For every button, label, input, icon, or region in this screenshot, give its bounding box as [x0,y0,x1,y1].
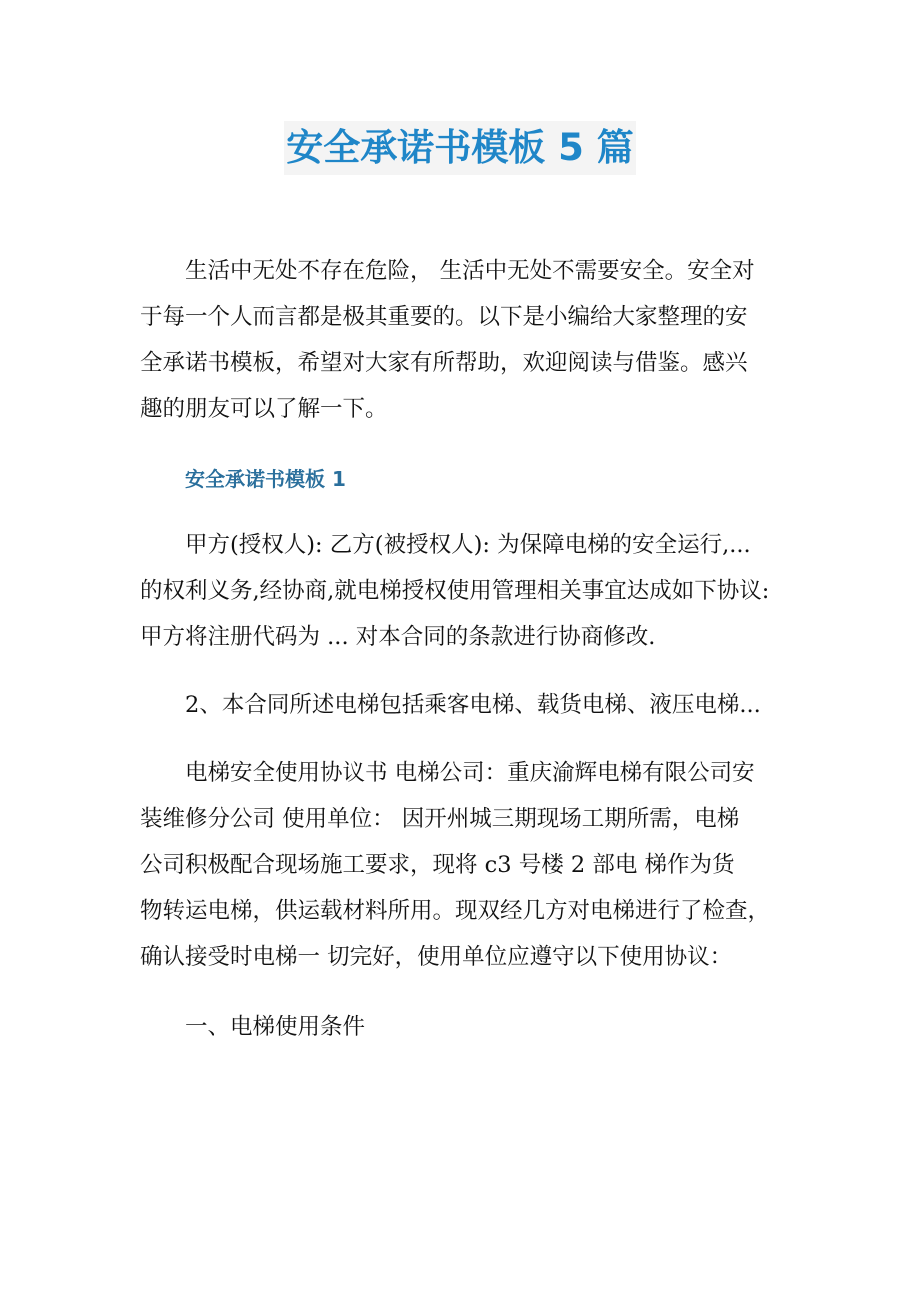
intro-line-3: 全承诺书模板，希望对大家有所帮助，欢迎阅读与借鉴。感兴 [140,350,748,376]
document-title: 安全承诺书模板 5 篇 [284,121,636,175]
section-heading: 安全承诺书模板 1 [185,467,346,491]
para3-line-5: 确认接受时电梯一 切完好，使用单位应遵守以下使用协议： [140,944,733,970]
para3-line-1: 电梯安全使用协议书 电梯公司：重庆渝辉电梯有限公司安 [185,760,755,786]
para4-line: 一、电梯使用条件 [185,1014,366,1040]
para3-line-3: 公司积极配合现场施工要求，现将 c3 号楼 2 部电 梯作为货 [140,852,735,878]
intro-line-1: 生活中无处不存在危险， 生活中无处不需要安全。安全对 [185,258,755,284]
para2-line: 2、本合同所述电梯包括乘客电梯、载货电梯、液压电梯... [185,692,761,718]
para1-line-2: 的权利义务,经协商,就电梯授权使用管理相关事宜达成如下协议: [140,578,770,604]
para1-line-3: 甲方将注册代码为 ... 对本合同的条款进行协商修改. [140,624,656,650]
intro-line-2: 于每一个人而言都是极其重要的。以下是小编给大家整理的安 [140,304,748,330]
para1-line-1: 甲方(授权人): 乙方(被授权人): 为保障电梯的安全运行,... [185,532,751,558]
para3-line-4: 物转运电梯，供运载材料所用。现双经几方对电梯进行了检查， [140,898,771,924]
intro-line-4: 趣的朋友可以了解一下。 [140,396,388,422]
document-title-wrapper [0,121,920,175]
para3-line-2: 装维修分公司 使用单位： 因开州城三期现场工期所需，电梯 [140,806,740,832]
